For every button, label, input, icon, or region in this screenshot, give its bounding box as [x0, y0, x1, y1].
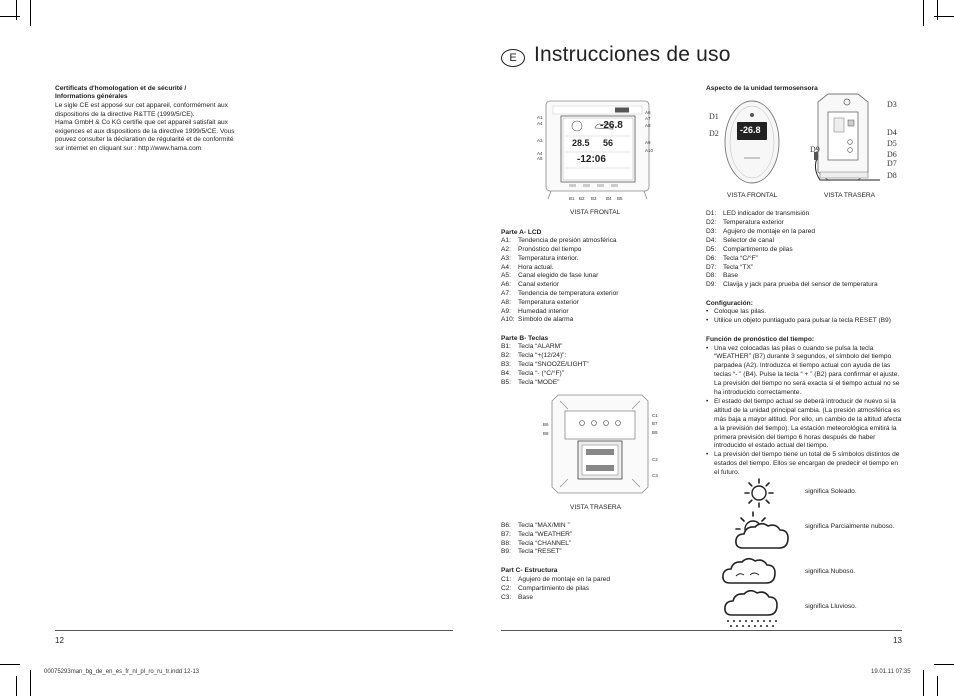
list-item: D2: Temperatura exterior: [706, 219, 784, 226]
list-item: A5: Canal elegido de fase lunar: [501, 272, 599, 279]
list-item: A7: Tendencia de temperatura exterior: [501, 290, 619, 297]
list-item: A9: Humedad interior: [501, 308, 569, 315]
list-item: B1: Tecla “ALARM”: [501, 343, 563, 350]
sensor-front-illustration: [724, 100, 780, 184]
list-item: C3: Base: [501, 594, 534, 601]
forecast-list: [706, 345, 902, 479]
list-item: B2: Tecla “+(12/24)”:: [501, 352, 567, 359]
left-bottom-rule: [55, 630, 453, 631]
cert-line: pouvez consulter la déclaration de régularité et de conformité: [55, 136, 234, 143]
cert-line: sur internet en cliquant sur : http://www.hama.com: [55, 144, 202, 152]
sensor-heading: Aspecto de la unidad termosensora: [706, 85, 818, 92]
list-item: • Utilice un objeto puntiagudo para pulsar la tecla RESET (B9): [706, 317, 902, 326]
cert-heading-2: Informations générales: [55, 93, 128, 100]
cert-line: exigences et aux dispositions de la directive 1999/5/CE. Vous: [55, 127, 235, 135]
cloudy-icon: [720, 556, 778, 591]
list-item: D3: Agujero de montaje en la pared: [706, 228, 816, 235]
display-indoor-temp: 28.5: [572, 138, 590, 148]
config-list: [706, 308, 902, 326]
list-item: D4: Selector de canal: [706, 237, 774, 244]
sensor-display-value: -26.8: [740, 125, 761, 135]
list-item: • Coloque las pilas.: [706, 308, 902, 317]
rear-view-caption: VISTA TRASERA: [570, 504, 622, 511]
list-item: C2: Compartimiento de pilas: [501, 585, 590, 592]
forecast-heading: Función de pronóstico del tiempo:: [706, 336, 815, 343]
sun-icon: [744, 478, 774, 513]
list-item: A1: Tendencia de presión atmosférica: [501, 237, 617, 244]
list-item: B3: Tecla “SNOOZE/LIGHT”: [501, 361, 589, 368]
left-page-number: 12: [55, 636, 64, 645]
callout-d1: D1: [709, 112, 719, 121]
print-date: 19.01.11 07:35: [871, 669, 911, 675]
sensor-rear-illustration: [800, 92, 886, 192]
cert-heading-1: Certificats d'homologation et de sécurité /: [55, 85, 187, 92]
sensor-front-caption: VISTA FRONTAL: [727, 192, 778, 199]
list-item: B5: Tecla “MODE”: [501, 379, 560, 386]
display-outdoor-temp: -26.8: [600, 120, 623, 131]
front-view-caption: VISTA FRONTAL: [570, 209, 621, 216]
station-front-illustration: [545, 100, 650, 200]
callout-d2: D2: [709, 129, 719, 138]
display-humidity: 56: [603, 138, 614, 148]
list-item: B7: Tecla “WEATHER”: [501, 531, 573, 538]
page-title: Instrucciones de uso: [534, 43, 731, 66]
cert-line: Hama GmbH & Co KG certifie que cet appareil satisfait aux: [55, 119, 228, 126]
station-rear-illustration: [550, 393, 650, 495]
file-slug: 00075293man_bg_de_en_es_fr_nl_pl_ro_ru_tr.indd 12-13: [44, 669, 200, 675]
list-item: B4: Tecla “- (°C/°F)”: [501, 370, 564, 377]
cert-line: dispositions de la directive R&TTE (1999/5/CE).: [55, 110, 195, 118]
list-item: A3: Temperatura interior.: [501, 255, 579, 262]
list-item: D6: Tecla “C/°F”: [706, 255, 758, 262]
right-bottom-rule: [501, 630, 902, 631]
part-a-heading: Parte A- LCD: [501, 229, 542, 236]
display-time: -12:06: [577, 154, 606, 165]
list-item: B6: Tecla “MAX/MIN ”: [501, 522, 570, 529]
list-item: D8: Base: [706, 272, 739, 279]
language-badge: E: [501, 49, 525, 67]
config-heading: Configuración:: [706, 300, 753, 307]
right-page-number: 13: [893, 636, 902, 645]
symbol-meaning: significa Lluvioso.: [805, 603, 857, 610]
list-item: • La previsión del tiempo tiene un total de 5 símbolos distintos de estados del tiempo. Ellos se encargan de predecir el tiempo en el futuro.: [706, 451, 902, 478]
list-item: C1: Agujero de montaje en la pared: [501, 576, 611, 583]
part-b-heading: Parte B- Teclas: [501, 335, 549, 342]
symbol-meaning: significa Parcialmente nuboso.: [805, 523, 895, 530]
sensor-rear-caption: VISTA TRASERA: [824, 192, 876, 199]
list-item: D7: Tecla “TX”: [706, 264, 754, 271]
list-item: • El estado del tiempo actual se deberá introducir de nuevo si la altitud de la unidad principal cambia. (La presión atmosférica es más baja a mayor altitud. Por ello, un cambio de la altitud afecta a la previsión del tiempo). La estación meteorológica emitirá la primera previsión del tiempo 6 horas después de haber introducido el estado actual del tiempo.: [706, 398, 902, 451]
symbol-meaning: significa Nuboso.: [805, 568, 856, 575]
cert-line: Le sigle CE est apposé sur cet appareil, conformément aux: [55, 102, 228, 109]
list-item: A4: Hora actual.: [501, 264, 554, 271]
list-item: A6: Canal exterior: [501, 281, 560, 288]
list-item: D9: Clavija y jack para prueba del sensor de temperatura: [706, 281, 878, 288]
list-item: D1: LED indicador de transmisión: [706, 210, 810, 217]
list-item: B8: Tecla “CHANNEL”: [501, 540, 572, 547]
list-item: • Una vez colocadas las pilas o cuando se pulsa la tecla “WEATHER” (B7) durante 3 segundos, el símbolo del tiempo parpadea (A2). Introduzca el tiempo actual con ayuda de las teclas “- ” (B4). Pulse la tecla “ + ” (B2) para confirmar el ajuste. La previsión del tiempo no será exacta si el tiempo actual no se ha introducido correctamente.: [706, 345, 902, 398]
list-item: A10: Símbolo de alarma: [501, 316, 574, 323]
list-item: B9: Tecla “RESET”: [501, 548, 562, 555]
partly-cloudy-icon: [733, 510, 789, 557]
part-c-heading: Part C- Estructura: [501, 567, 558, 574]
list-item: A2: Pronóstico del tiempo: [501, 246, 582, 253]
symbol-meaning: significa Soleado.: [805, 488, 857, 495]
list-item: A8: Temperatura exterior: [501, 299, 579, 306]
list-item: D5: Compartimento de pilas: [706, 246, 793, 253]
rainy-icon: [722, 590, 782, 635]
